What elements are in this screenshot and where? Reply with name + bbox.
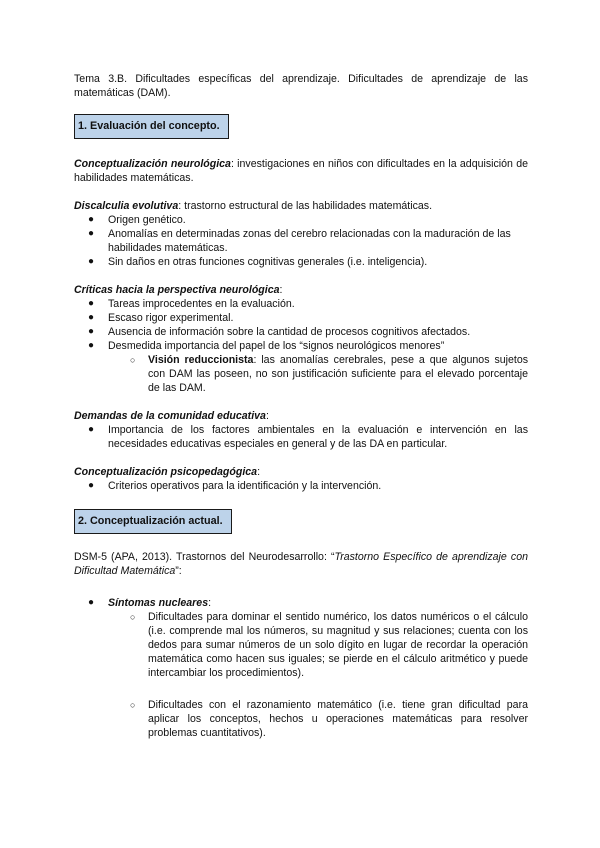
criticas-block: Críticas hacia la perspectiva neurológica: ● Tareas improcedentes en la evaluación. ● Escaso rigor experimental. ● Ausencia de información sobre la cantidad de procesos cognitivos afectados. ● Desmedida importancia del papel de los “signos neurológicos menores” ○ Visión reduccionista: las anomalías cerebrales, pese a que algunos sujetos con DAM las poseen, no son justificación suficiente para el elevado porcentaje de las DAM. bbox=[74, 284, 529, 394]
demandas-block: Demandas de la comunidad educativa: ● Importancia de los factores ambientales en la evaluación e intervención en las necesidades educativas especiales en general y de las DA en particular. bbox=[74, 410, 528, 450]
discalculia-text: : trastorno estructural de las habilidades matemáticas. bbox=[178, 200, 433, 212]
bullet-icon: ● bbox=[88, 424, 95, 435]
demandas-list bbox=[74, 423, 528, 451]
discalculia-list bbox=[74, 213, 528, 269]
list-item: ● Anomalías en determinadas zonas del cerebro relacionadas con la maduración de las habilidades matemáticas. bbox=[88, 228, 511, 254]
neuro-term: Conceptualización neurológica bbox=[74, 158, 231, 170]
bullet-icon: ● bbox=[88, 597, 95, 608]
document-page bbox=[74, 72, 528, 740]
criticas-list bbox=[74, 297, 528, 353]
criticas-sublist bbox=[74, 353, 528, 395]
bullet-icon: ● bbox=[88, 228, 95, 239]
sub-list-item: ○ Visión reduccionista: las anomalías cerebrales, pese a que algunos sujetos con DAM las poseen, no son justificación suficiente para el elevado porcentaje de las DAM. bbox=[130, 354, 529, 394]
list-item: ● Ausencia de información sobre la cantidad de procesos cognitivos afectados. bbox=[88, 326, 471, 338]
sub-list-item: ○ Dificultades con el razonamiento matemático (i.e. tiene gran dificultad para aplicar los conceptos, hechos u operaciones matemáticas para resolver problemas cuantitativos). bbox=[130, 699, 528, 739]
bullet-icon: ● bbox=[88, 480, 95, 491]
hollow-bullet-icon: ○ bbox=[130, 355, 136, 365]
list-item: ● Desmedida importancia del papel de los “signos neurológicos menores” bbox=[88, 340, 445, 352]
bullet-icon: ● bbox=[88, 214, 95, 225]
hollow-bullet-icon: ○ bbox=[130, 612, 136, 622]
demandas-term: Demandas de la comunidad educativa bbox=[74, 410, 266, 422]
bullet-icon: ● bbox=[88, 298, 95, 309]
sintomas-sublist bbox=[74, 610, 528, 680]
hollow-bullet-icon: ○ bbox=[130, 700, 136, 710]
sub-list-item: ○ Dificultades para dominar el sentido numérico, los datos numéricos o el cálculo (i.e. comprende mal los números, su magnitud y sus relaciones; cuenta con los dedos para sumar números de un solo dígito en lugar de recordar la operación matemática como hacen sus iguales; se pierde en el cálculo aritmético y puede intercambiar los procedimientos). bbox=[130, 611, 528, 679]
bullet-icon: ● bbox=[88, 256, 95, 267]
neuro-paragraph bbox=[74, 157, 528, 185]
section-heading-2: 2. Conceptualización actual. bbox=[74, 509, 232, 534]
list-item: ● Tareas improcedentes en la evaluación. bbox=[88, 298, 295, 310]
criticas-term: Críticas hacia la perspectiva neurológica bbox=[74, 284, 280, 296]
bullet-icon: ● bbox=[88, 340, 95, 351]
bullet-icon: ● bbox=[88, 326, 95, 337]
list-item: ● Síntomas nucleares: bbox=[88, 597, 212, 609]
psicoped-term: Conceptualización psicopedagógica bbox=[74, 466, 258, 478]
dsm-paragraph: DSM-5 (APA, 2013). Trastornos del Neurodesarrollo: “Trastorno Específico de aprendizaje con Dificultad Matemática”: bbox=[74, 551, 528, 577]
neuro-text: : investigaciones en niños con dificultades en la adquisición de habilidades matemáticas. bbox=[74, 158, 529, 184]
psicoped-block: Conceptualización psicopedagógica: ● Criterios operativos para la identificación y la intervención. bbox=[74, 465, 528, 493]
sintomas-list bbox=[74, 596, 528, 610]
psicoped-list bbox=[74, 479, 528, 493]
list-item: ● Origen genético. bbox=[88, 214, 186, 226]
sintomas-sublist-2 bbox=[74, 698, 528, 740]
list-item: ● Importancia de los factores ambientales en la evaluación e intervención en las necesidades educativas especiales en general y de las DA en particular. bbox=[88, 424, 528, 450]
section-heading-1: 1. Evaluación del concepto. bbox=[74, 114, 229, 139]
sintomas-block bbox=[74, 596, 528, 740]
list-item: ● Criterios operativos para la identificación y la intervención. bbox=[88, 480, 382, 492]
bullet-icon: ● bbox=[88, 312, 95, 323]
discalculia-term: Discalculia evolutiva bbox=[74, 200, 179, 212]
list-item: ● Escaso rigor experimental. bbox=[88, 312, 234, 324]
intro-paragraph: Tema 3.B. Dificultades específicas del aprendizaje. Dificultades de aprendizaje de las matemáticas (DAM). bbox=[74, 73, 528, 99]
list-item: ● Sin daños en otras funciones cognitivas generales (i.e. inteligencia). bbox=[88, 256, 428, 268]
discalculia-block bbox=[74, 199, 528, 269]
